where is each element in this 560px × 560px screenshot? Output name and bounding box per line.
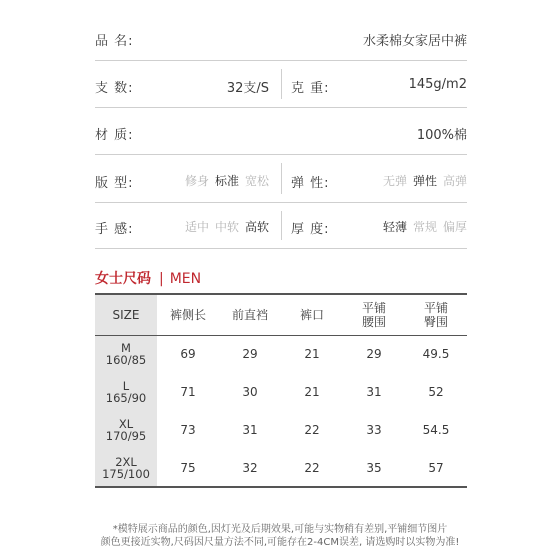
measurement-cell: 35: [366, 460, 382, 475]
option-feel-1: 中软: [214, 220, 239, 234]
spec-value-weight: 145g/m2: [408, 77, 467, 92]
spec-divider: [281, 211, 282, 240]
header-flat-hip: 平铺 臀围: [405, 294, 467, 335]
spec-value-material: 100%棉: [416, 128, 467, 143]
size-chart-subtitle: MEN: [169, 271, 202, 287]
measurement-cell: 30: [242, 385, 258, 399]
measurement-cell: 31: [242, 423, 258, 437]
measurement-cell: 32: [242, 460, 258, 475]
option-elastic-1: 弹性: [412, 174, 437, 188]
header-front-rise: 前直裆: [219, 294, 281, 335]
spec-row-count-weight: [95, 61, 467, 108]
header-size: SIZE: [95, 294, 157, 335]
size-row: [95, 411, 467, 449]
header-flat-waist: 平铺 腰围: [343, 294, 405, 335]
measurement-cell: 54.5: [422, 423, 450, 437]
measurement-cell: 69: [180, 347, 196, 362]
spec-row-fit-elastic: [95, 155, 467, 203]
spec-label-fit: 版 型:: [95, 176, 134, 191]
size-cell: 2XL 175/100: [95, 449, 157, 487]
measurement-cell: 73: [180, 423, 196, 437]
spec-label-name: 品 名:: [95, 34, 134, 49]
spec-label-material: 材 质:: [95, 128, 134, 143]
size-chart-title: 女士尺码: [95, 271, 151, 287]
measurement-cell: 22: [304, 460, 320, 475]
option-thickness-0: 轻薄: [382, 220, 407, 234]
disclaimer-line-1: *模特展示商品的颜色,因灯光及后期效果,可能与实物稍有差别,平铺细节图片: [112, 524, 448, 535]
measurement-cell: 71: [180, 385, 196, 399]
size-cell: M 160/85: [95, 335, 157, 373]
option-fit-0: 修身: [184, 174, 209, 188]
spec-label-weight: 克 重:: [291, 81, 330, 96]
spec-label-thickness: 厚 度:: [291, 222, 330, 237]
option-fit-1: 标准: [214, 174, 239, 188]
size-chart-heading: [95, 268, 201, 288]
spec-options-elastic: [377, 172, 467, 189]
spec-row-name: [95, 20, 467, 61]
size-chart-table: [95, 293, 467, 488]
spec-label-elastic: 弹 性:: [291, 176, 330, 191]
option-fit-2: 宽松: [244, 174, 269, 188]
measurement-cell: 57: [428, 460, 444, 475]
header-leg-opening: 裤口: [281, 294, 343, 335]
measurement-cell: 49.5: [422, 347, 450, 362]
measurement-cell: 21: [304, 385, 320, 399]
spec-label-feel: 手 感:: [95, 222, 134, 237]
header-outseam: 裤侧长: [157, 294, 219, 335]
spec-options-thickness: [377, 218, 467, 235]
spec-options-feel: [179, 218, 269, 235]
spec-row-feel-thickness: [95, 203, 467, 249]
size-row: [95, 373, 467, 411]
measurement-cell: 75: [180, 460, 196, 475]
measurement-cell: 29: [366, 347, 382, 362]
measurement-cell: 29: [242, 347, 258, 362]
measurement-cell: 31: [366, 385, 382, 399]
size-cell: L 165/90: [95, 373, 157, 411]
measurement-cell: 21: [304, 347, 320, 362]
measurement-cell: 22: [304, 423, 320, 437]
heading-separator: |: [159, 271, 164, 287]
disclaimer-line-2: 颜色更接近实物,尺码因尺量方法不同,可能存在2-4CM误差, 请选购时以实物为准!: [100, 537, 460, 548]
option-elastic-2: 高弹: [442, 174, 467, 188]
disclaimer-note: [0, 523, 560, 549]
option-feel-2: 高软: [244, 220, 269, 234]
size-chart-header-row: [95, 294, 467, 335]
spec-value-name: 水柔棉女家居中裤: [362, 34, 467, 49]
option-thickness-1: 常规: [412, 220, 437, 234]
size-row: [95, 335, 467, 373]
spec-divider: [281, 163, 282, 194]
spec-divider: [281, 69, 282, 99]
measurement-cell: 52: [428, 385, 444, 399]
size-cell: XL 170/95: [95, 411, 157, 449]
option-thickness-2: 偏厚: [442, 220, 467, 234]
measurement-cell: 33: [366, 423, 382, 437]
spec-row-material: [95, 108, 467, 155]
spec-options-fit: [179, 172, 269, 189]
spec-label-count: 支 数:: [95, 81, 134, 96]
spec-value-count: 32支/S: [226, 81, 269, 96]
option-elastic-0: 无弹: [382, 174, 407, 188]
size-row: [95, 449, 467, 487]
option-feel-0: 适中: [184, 220, 209, 234]
